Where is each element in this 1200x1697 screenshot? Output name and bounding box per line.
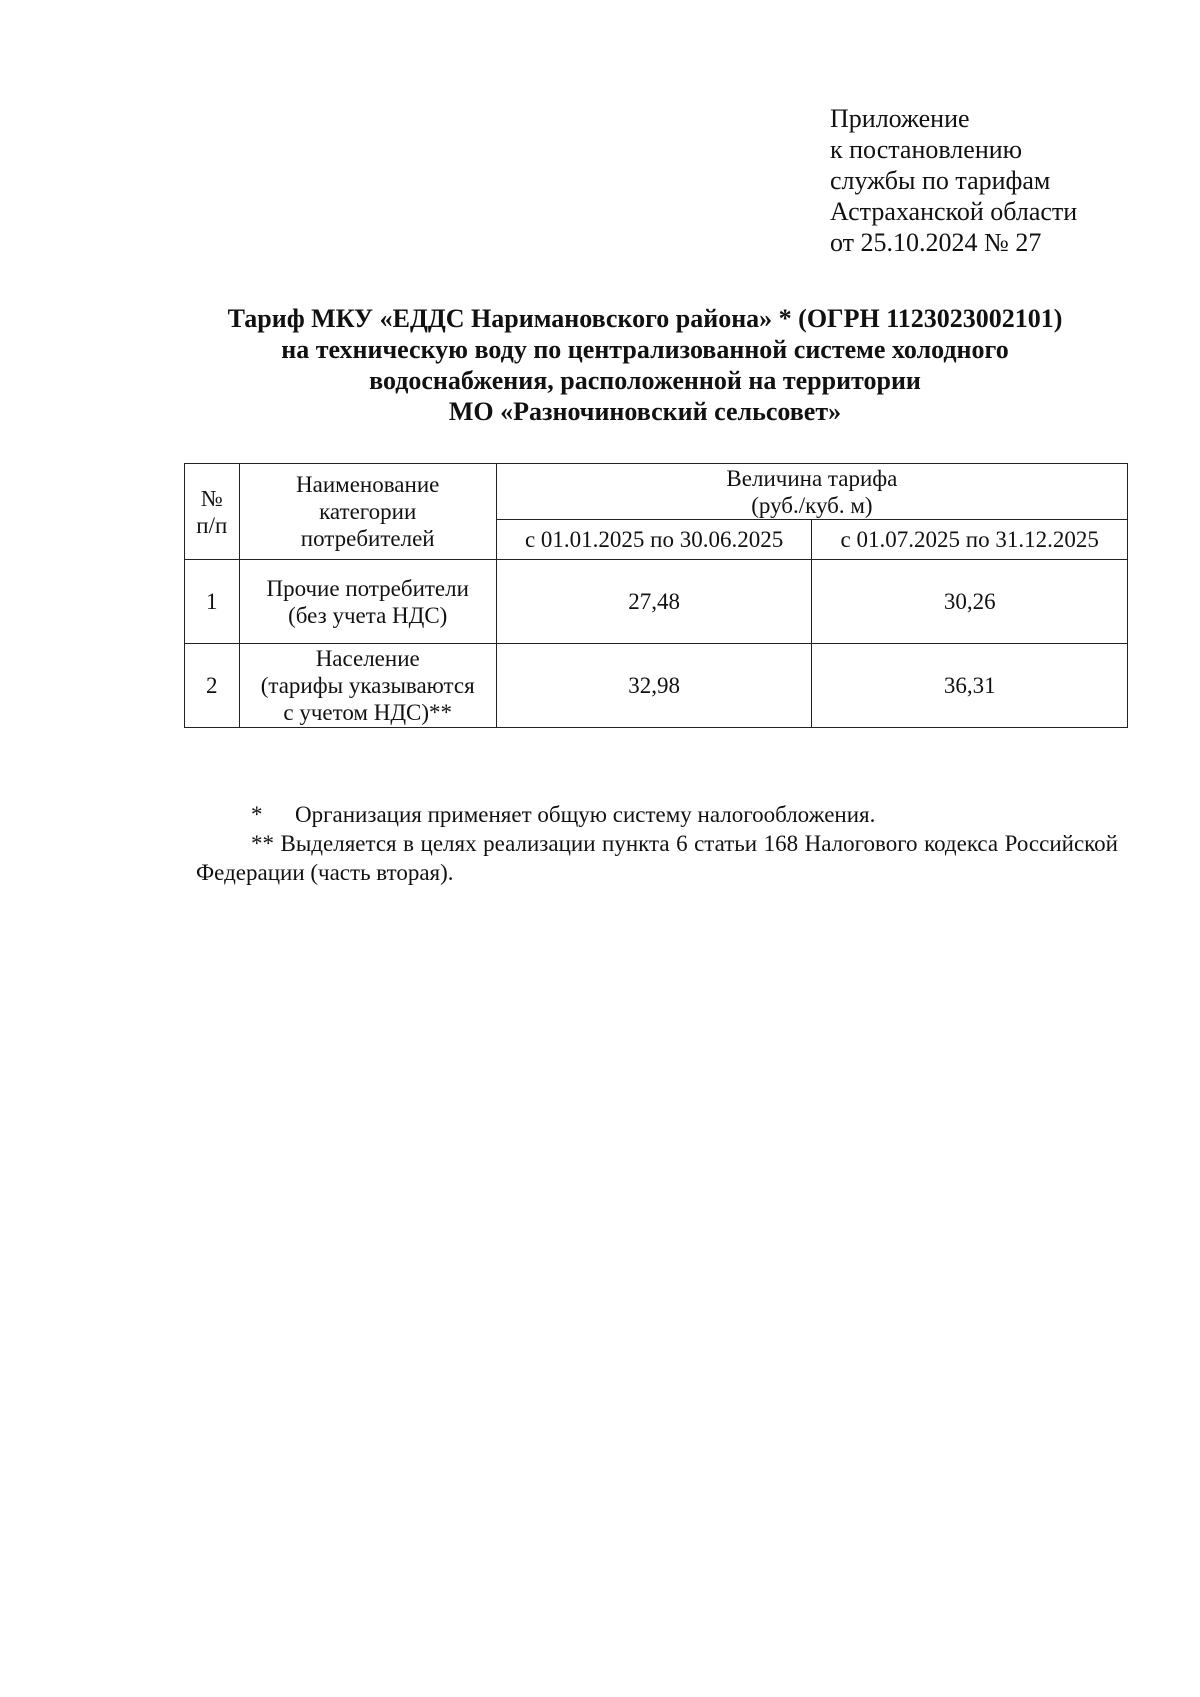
footnote-1 xyxy=(196,800,1118,829)
row-tariff-period-2: 36,31 xyxy=(812,644,1128,728)
table-row xyxy=(185,644,1128,728)
appendix-line: Приложение xyxy=(830,104,970,133)
tariff-table xyxy=(184,463,1128,728)
row-number: 2 xyxy=(185,644,240,728)
header-category: Наименование категории потребителей xyxy=(239,464,496,560)
row-tariff-period-1: 32,98 xyxy=(496,644,812,728)
header-number: № п/п xyxy=(185,464,240,560)
title-line: на техническую воду по централизованной системе холодного xyxy=(281,335,1009,364)
title-line: водоснабжения, расположенной на территории xyxy=(369,366,921,395)
row-category: Прочие потребители (без учета НДС) xyxy=(239,560,496,644)
title-line: МО «Разночиновский сельсовет» xyxy=(448,397,842,426)
title-line: Тариф МКУ «ЕДДС Наримановского района» * (ОГРН 1123023002101) xyxy=(227,304,1063,333)
row-tariff-period-2: 30,26 xyxy=(812,560,1128,644)
appendix-line: к постановлению xyxy=(830,135,1023,164)
footnote-1-mark: * xyxy=(251,802,263,827)
appendix-header xyxy=(830,103,1077,258)
appendix-line: службы по тарифам xyxy=(830,166,1051,195)
row-tariff-period-1: 27,48 xyxy=(496,560,812,644)
footnote-2: ** Выделяется в целях реализации пункта 6 статьи 168 Налогового кодекса Российской Федерации (часть вторая). xyxy=(196,831,1118,885)
header-tariff-value: Величина тарифа (руб./куб. м) xyxy=(496,464,1127,520)
row-category: Население (тарифы указываются с учетом НДС)** xyxy=(239,644,496,728)
row-number: 1 xyxy=(185,560,240,644)
table-header-row xyxy=(185,464,1128,520)
appendix-line: Астраханской области xyxy=(830,197,1078,226)
table-row xyxy=(185,560,1128,644)
footnote-1-text: Организация применяет общую систему налогообложения. xyxy=(295,802,876,827)
footnotes xyxy=(196,800,1118,887)
appendix-date-line: от 25.10.2024 № 27 xyxy=(830,228,1042,257)
header-period-1: с 01.01.2025 по 30.06.2025 xyxy=(496,520,812,560)
header-period-2: с 01.07.2025 по 31.12.2025 xyxy=(812,520,1128,560)
document-title xyxy=(170,303,1120,427)
